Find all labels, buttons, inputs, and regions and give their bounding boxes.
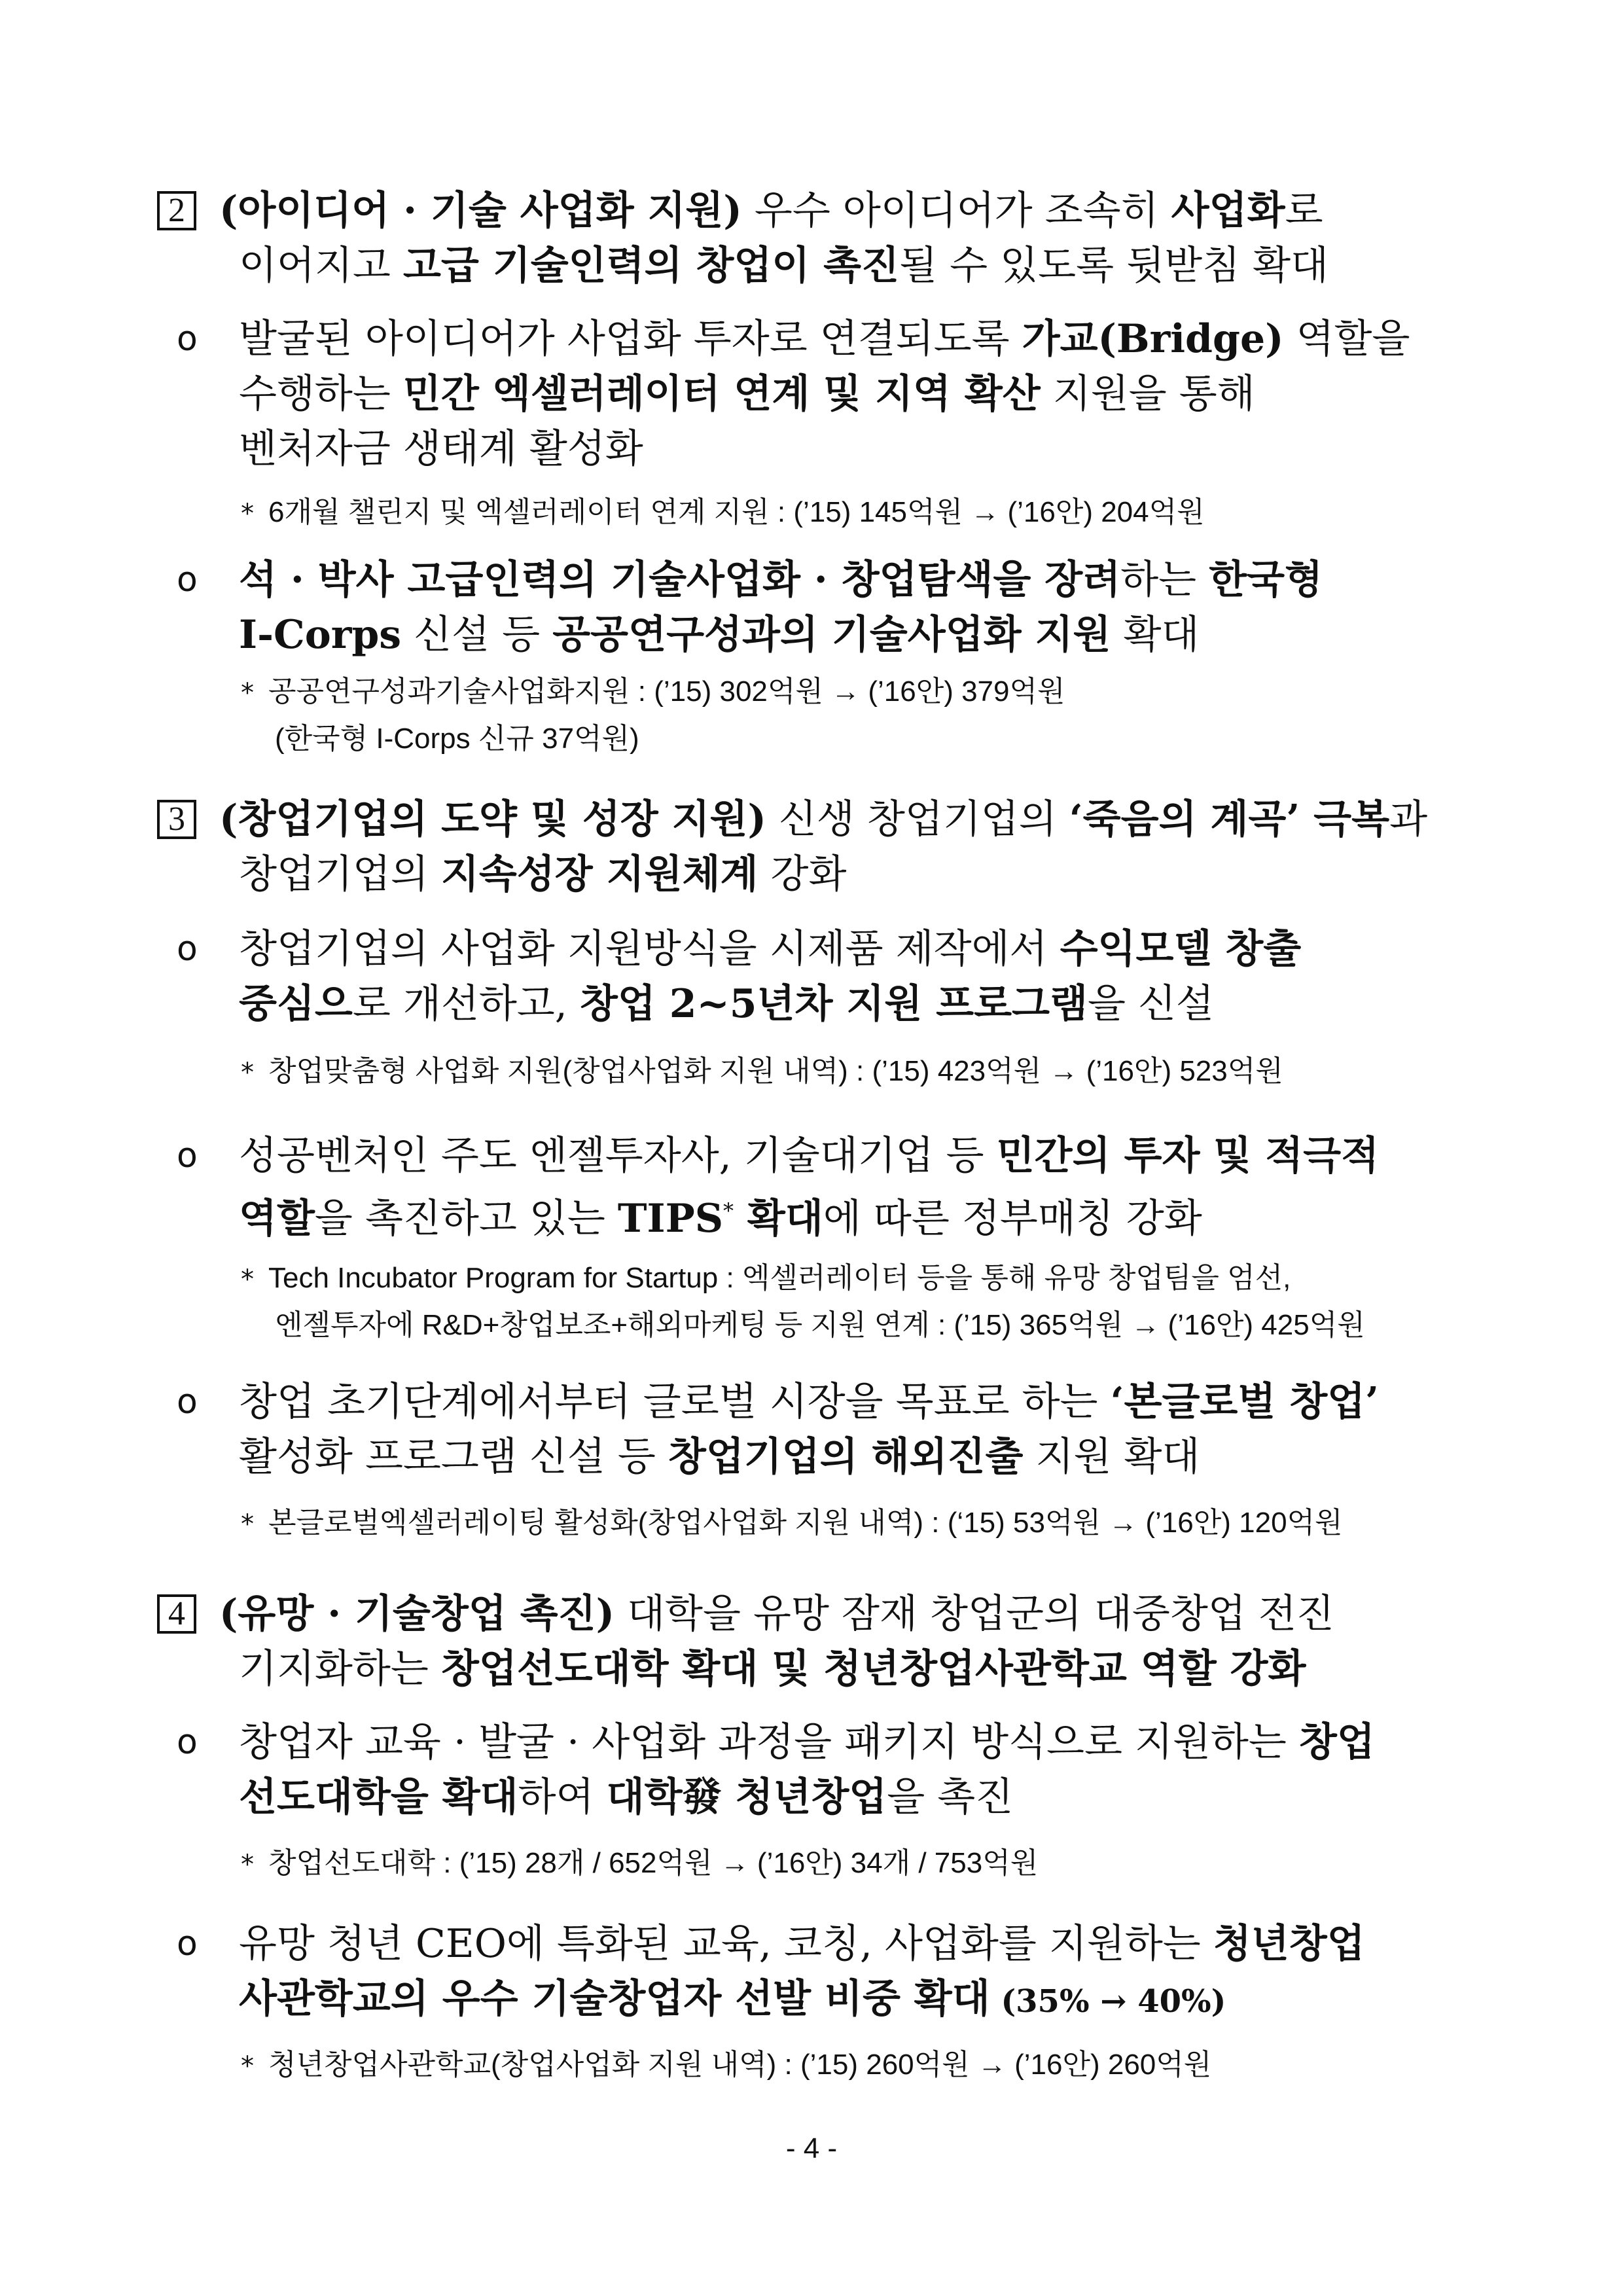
footnote: Tech Incubator Program for Startup : 엑셀러레이터 등을 통해 유망 창업팀을 엄선, — [268, 1262, 1291, 1294]
bullet-line: 사관학교의 우수 기술창업자 선발 비중 확대 (35% → 40%) — [239, 1976, 1226, 2022]
asterisk-icon: * — [241, 1850, 254, 1880]
asterisk-icon: * — [241, 1509, 254, 1539]
section-heading-line-2: 기지화하는 창업선도대학 확대 및 청년창업사관학교 역할 강화 — [239, 1646, 1306, 1692]
bullet-line: 창업기업의 사업화 지원방식을 시제품 제작에서 수익모델 창출 — [239, 926, 1302, 972]
bullet-line: I-Corps 신설 등 공공연구성과의 기술사업화 지원 확대 — [239, 612, 1200, 658]
bullet-line: 벤처자금 생태계 활성화 — [239, 426, 643, 472]
bullet-circle-icon: o — [177, 560, 198, 600]
asterisk-icon: * — [241, 678, 254, 708]
footnote: 공공연구성과기술사업화지원 : (’15) 302억원 → (’16안) 379억원 — [268, 675, 1065, 708]
section-heading-line-1: (아이디어 · 기술 사업화 지원) 우수 아이디어가 조속히 사업화로 — [219, 188, 1323, 234]
section-heading-title: (아이디어 · 기술 사업화 지원) — [219, 188, 742, 234]
footnote: 창업선도대학 : (’15) 28개 / 652억원 → (’16안) 34개 / 753억원 — [268, 1847, 1039, 1879]
footnote-marker: * — [723, 1198, 734, 1223]
footnote: (한국형 I-Corps 신규 37억원) — [275, 723, 639, 755]
section-heading-title: (유망 · 기술창업 촉진) — [219, 1591, 615, 1637]
section-heading-line-1: (유망 · 기술창업 촉진) 대학을 유망 잠재 창업군의 대중창업 전진 — [219, 1591, 1334, 1637]
bullet-line: 선도대학을 확대하여 대학發 청년창업을 촉진 — [239, 1774, 1014, 1820]
section-heading-line-2: 이어지고 고급 기술인력의 창업이 촉진될 수 있도록 뒷받침 확대 — [239, 243, 1329, 289]
bullet-line: 창업자 교육 · 발굴 · 사업화 과정을 패키지 방식으로 지원하는 창업 — [239, 1719, 1375, 1765]
footnote: 창업맞춤형 사업화 지원(창업사업화 지원 내역) : (’15) 423억원 → (’16안) 523억원 — [268, 1055, 1283, 1087]
section-heading-line-2: 창업기업의 지속성장 지원체계 강화 — [239, 852, 847, 897]
section-number-box: 3 — [157, 800, 196, 839]
bullet-circle-icon: o — [177, 929, 198, 969]
asterisk-icon: * — [241, 2051, 254, 2081]
bullet-line: 유망 청년 CEO에 특화된 교육, 코칭, 사업화를 지원하는 청년창업 — [239, 1921, 1365, 1967]
bullet-line: 활성화 프로그램 신설 등 창업기업의 해외진출 지원 확대 — [239, 1434, 1200, 1480]
bullet-circle-icon: o — [177, 1723, 198, 1762]
bullet-line: 수행하는 민간 엑셀러레이터 연계 및 지역 확산 지원을 통해 — [239, 371, 1255, 417]
bullet-circle-icon: o — [177, 1924, 198, 1964]
bullet-circle-icon: o — [177, 1382, 198, 1422]
bullet-line: 성공벤처인 주도 엔젤투자사, 기술대기업 등 민간의 투자 및 적극적 — [239, 1133, 1380, 1179]
asterisk-icon: * — [241, 499, 254, 529]
section-number-box: 4 — [157, 1594, 196, 1634]
bullet-line: 역할을 촉진하고 있는 TIPS* 확대에 따른 정부매칭 강화 — [239, 1196, 1202, 1242]
footnote: 본글로벌엑셀러레이팅 활성화(창업사업화 지원 내역) : (‘15) 53억원 → (’16안) 120억원 — [268, 1507, 1343, 1539]
asterisk-icon: * — [241, 1058, 254, 1088]
section-heading-title: (창업기업의 도약 및 성장 지원) — [219, 797, 766, 842]
footnote: 6개월 챌린지 및 엑셀러레이터 연계 지원 : (’15) 145억원 → (’16안) 204억원 — [268, 496, 1205, 528]
asterisk-icon: * — [241, 1265, 254, 1295]
page-number: - 4 - — [785, 2132, 838, 2164]
bullet-circle-icon: o — [177, 1136, 198, 1175]
footnote: 청년창업사관학교(창업사업화 지원 내역) : (’15) 260억원 → (’16안) 260억원 — [268, 2049, 1212, 2081]
bullet-line: 석 · 박사 고급인력의 기술사업화 · 창업탐색을 장려하는 한국형 — [239, 557, 1323, 603]
bullet-line: 발굴된 아이디어가 사업화 투자로 연결되도록 가교(Bridge) 역할을 — [239, 316, 1410, 362]
footnote: 엔젤투자에 R&D+창업보조+해외마케팅 등 지원 연계 : (’15) 365억원 → (’16안) 425억원 — [275, 1309, 1365, 1341]
bullet-circle-icon: o — [177, 319, 198, 359]
section-heading-line-1: (창업기업의 도약 및 성장 지원) 신생 창업기업의 ‘죽음의 계곡’ 극복과 — [219, 797, 1428, 842]
bullet-line: 중심으로 개선하고, 창업 2~5년차 지원 프로그램을 신설 — [239, 981, 1214, 1027]
bullet-line: 창업 초기단계에서부터 글로벌 시장을 목표로 하는 ‘본글로벌 창업’ — [239, 1379, 1380, 1425]
section-number-box: 2 — [157, 191, 196, 230]
